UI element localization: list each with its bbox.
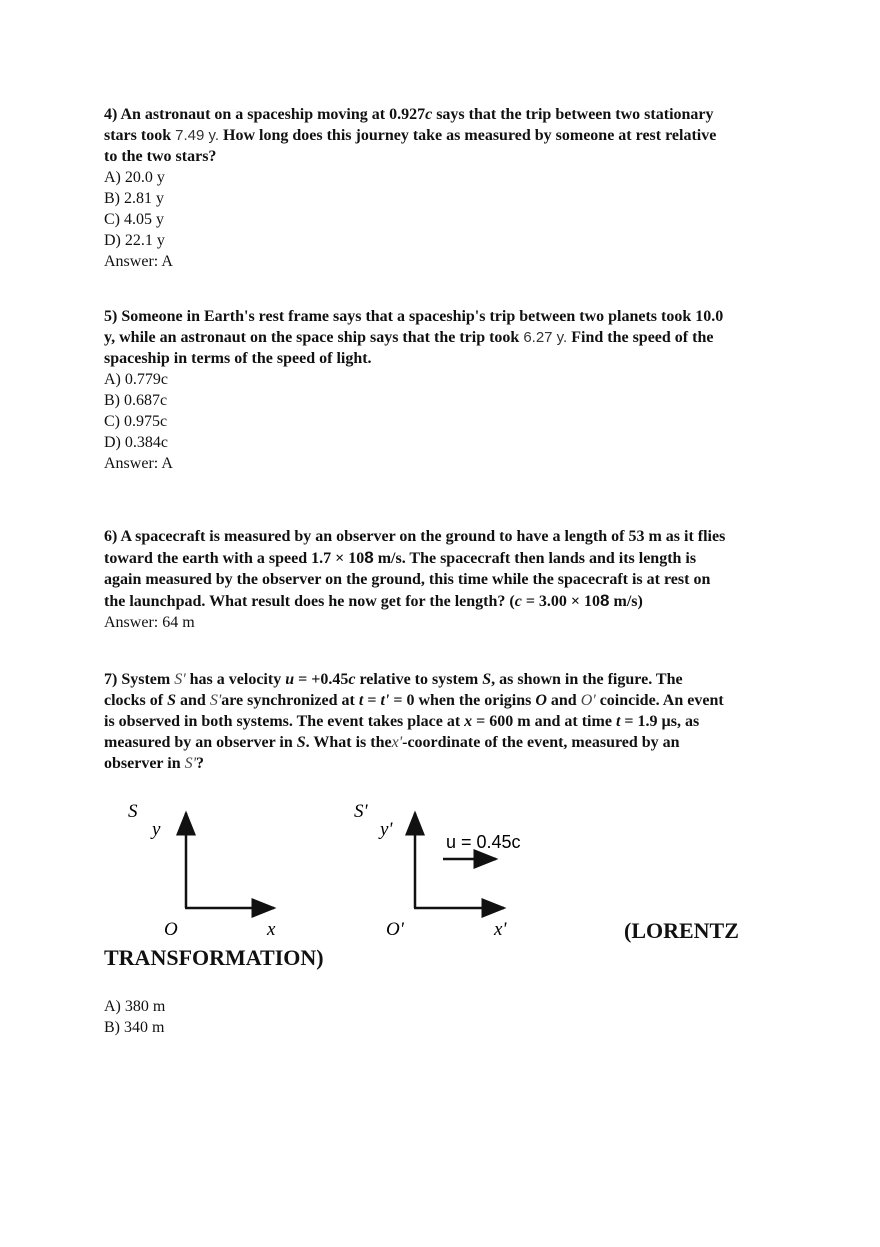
- stem-text: the launchpad. What result does he now get for the length? (: [104, 593, 515, 610]
- figure-caption-line1: (LORENTZ: [624, 918, 739, 943]
- answer-key: Answer: A: [104, 455, 173, 472]
- frame-s-prime-label: S': [354, 801, 368, 822]
- exponent: 8: [600, 591, 610, 610]
- question-6: [104, 526, 725, 633]
- stem-line: [104, 547, 725, 569]
- stem-text: clocks of: [104, 692, 168, 709]
- stem-text: = +0.45: [294, 671, 349, 688]
- stem-text: ?: [196, 755, 205, 772]
- stem-text: m/s. The spacecraft then lands and its length is: [373, 550, 697, 567]
- stem-text: Find the speed of the: [567, 329, 714, 346]
- stem-text: spaceship in terms of the speed of light.: [104, 350, 372, 367]
- stem-line: [104, 526, 725, 547]
- answer-option: C) 0.975c: [104, 413, 168, 430]
- stem-text: S: [482, 671, 492, 688]
- question-stem: [104, 306, 723, 369]
- stem-text: relative to system: [355, 671, 483, 688]
- stem-text: S': [209, 692, 222, 709]
- stem-text: and: [546, 692, 581, 709]
- answer-key: Answer: A: [104, 253, 173, 270]
- question-7: [104, 669, 724, 774]
- stem-text: S: [296, 734, 306, 751]
- stem-text: is observed in both systems. The event takes place at: [104, 713, 465, 730]
- stem-text: m/s): [609, 593, 643, 610]
- answer-option: D) 0.384c: [104, 434, 168, 451]
- answer-option: B) 0.687c: [104, 392, 168, 409]
- origin-prime-label: O': [386, 919, 404, 940]
- answer-option: A) 380 m: [104, 998, 166, 1015]
- stem-text: =: [363, 692, 381, 709]
- stem-text: How long does this journey take as measured by someone at rest relative: [219, 127, 717, 144]
- stem-text: = 3.00 × 10: [521, 593, 601, 610]
- stem-text: . What is the: [305, 734, 392, 751]
- stem-line: [104, 669, 724, 690]
- answer-option: A) 20.0 y: [104, 169, 165, 186]
- y-axis-label: y: [152, 819, 161, 840]
- velocity-label: u = 0.45c: [446, 832, 521, 852]
- stem-text: 6.27 y.: [523, 329, 568, 346]
- stem-text: -coordinate of the event, measured by an: [402, 734, 680, 751]
- question-stem: [104, 526, 725, 612]
- stem-text: are synchronized at: [221, 692, 359, 709]
- origin-label: O: [164, 919, 178, 940]
- question-7-options: [104, 996, 165, 1038]
- stem-text: again measured by the observer on the ground, this time while the spacecraft is at rest on: [104, 571, 711, 588]
- stem-text: = 1.9 µs, as: [620, 713, 700, 730]
- frame-s-prime: [354, 801, 521, 940]
- question-stem: [104, 669, 724, 774]
- stem-line: [104, 125, 716, 146]
- stem-text: 4) An astronaut on a spaceship moving at 0.927: [104, 106, 426, 123]
- x-axis-label: x: [267, 919, 276, 940]
- stem-text: O: [535, 692, 547, 709]
- stem-text: c: [348, 671, 356, 688]
- answer-option: B) 340 m: [104, 1019, 165, 1036]
- stem-line: [104, 104, 716, 125]
- stem-text: S: [167, 692, 177, 709]
- x-prime-axis-label: x': [494, 919, 507, 940]
- stem-text: has a velocity: [185, 671, 286, 688]
- question-4: [104, 104, 716, 272]
- stem-text: 7) System: [104, 671, 175, 688]
- stem-text: c: [514, 593, 522, 610]
- frame-s: [128, 801, 276, 940]
- stem-text: stars took: [104, 127, 176, 144]
- reference-frames-figure: [104, 795, 564, 940]
- stem-line: [104, 590, 725, 612]
- stem-text: measured by an observer in: [104, 734, 297, 751]
- stem-text: y, while an astronaut on the space ship says that the trip took: [104, 329, 524, 346]
- stem-text: c: [425, 106, 433, 123]
- stem-text: O': [580, 692, 596, 709]
- exponent: 8: [364, 548, 374, 567]
- figure-caption-line2: TRANSFORMATION): [104, 945, 324, 970]
- answer-option: A) 0.779c: [104, 371, 168, 388]
- stem-line: [104, 569, 725, 590]
- stem-text: S': [184, 755, 197, 772]
- answer-option: C) 4.05 y: [104, 211, 164, 228]
- frame-s-label: S: [128, 801, 138, 822]
- stem-line: [104, 327, 723, 348]
- stem-line: [104, 690, 724, 711]
- stem-text: u: [285, 671, 295, 688]
- stem-text: t': [380, 692, 390, 709]
- stem-text: to the two stars?: [104, 148, 217, 165]
- stem-text: says that the trip between two stationary: [432, 106, 714, 123]
- stem-text: x': [391, 734, 403, 751]
- stem-text: 6) A spacecraft is measured by an observer on the ground to have a length of 53 m as it flies: [104, 528, 726, 545]
- stem-text: x: [464, 713, 473, 730]
- stem-line: [104, 711, 724, 732]
- stem-line: [104, 306, 723, 327]
- stem-text: t: [615, 713, 621, 730]
- stem-line: [104, 146, 716, 167]
- stem-line: [104, 732, 724, 753]
- answer-option: D) 22.1 y: [104, 232, 165, 249]
- answer-key: Answer: 64 m: [104, 614, 195, 631]
- stem-text: S': [174, 671, 186, 688]
- y-prime-axis-label: y': [380, 819, 393, 840]
- stem-text: = 0 when the origins: [389, 692, 536, 709]
- stem-text: 7.49 y.: [175, 127, 220, 144]
- stem-text: toward the earth with a speed 1.7 × 10: [104, 550, 365, 567]
- stem-line: [104, 348, 723, 369]
- stem-text: 5) Someone in Earth's rest frame says that a spaceship's trip between two planets took 10.0: [104, 308, 724, 325]
- stem-text: observer in: [104, 755, 185, 772]
- stem-text: and: [176, 692, 210, 709]
- answer-option: B) 2.81 y: [104, 190, 164, 207]
- stem-text: t: [358, 692, 364, 709]
- stem-text: , as shown in the figure. The: [491, 671, 683, 688]
- stem-text: coincide. An event: [595, 692, 724, 709]
- question-5: [104, 306, 723, 474]
- question-stem: [104, 104, 716, 167]
- stem-text: = 600 m and at time: [472, 713, 616, 730]
- stem-line: [104, 753, 724, 774]
